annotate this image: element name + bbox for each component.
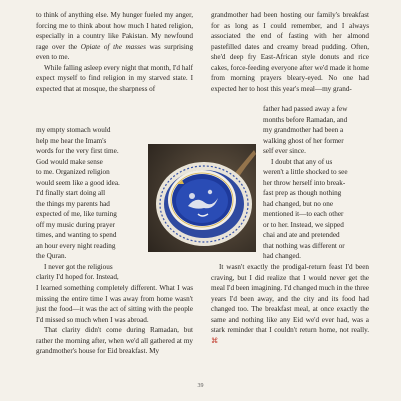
text-line: had changed. — [263, 252, 301, 260]
text-line: father had passed away a few — [263, 105, 348, 113]
text-line: was — [149, 42, 161, 51]
right-column-bottom — [211, 262, 369, 346]
text-line: anger, forcing me to think about how much I hated — [36, 11, 193, 30]
text-line: chai and ate and pretended — [263, 231, 340, 239]
text-line: my grandmother had been a — [263, 126, 344, 134]
text-line: mentioned it—to each other — [263, 210, 344, 218]
text-line: clarity I'd hoped for. Instead, — [36, 273, 119, 281]
text-line: self ever since. — [263, 147, 306, 155]
text-line: to me. Organized religion — [36, 168, 110, 176]
text-line: weren't a little shocked to see — [263, 168, 348, 176]
text-line: that nothing was different or — [263, 241, 345, 250]
left-paragraph-4: That clarity didn't come during Ramadan, but rather the morning after, when we'd all gathered at my grandmother's house for Eid breakfast. My — [36, 326, 193, 355]
text-line: fast prep as though nothing — [263, 189, 342, 197]
text-line: times, and wanting to spend — [36, 231, 117, 239]
right-paragraph-3 — [211, 262, 369, 346]
text-line: I never got the religious — [44, 262, 113, 271]
text-line: walking ghost of her former — [263, 136, 344, 145]
left-paragraph-3: I learned something completely different. What I was missing the entire time I was away from home wasn't just the food—it was the act of sitting with the people I'd missed so much when I was abroad. — [36, 284, 193, 324]
left-paragraph-2: While falling asleep every night that month, I'd half expect myself to find religion in my starved state. I expected that at mosque, the sharpness of — [36, 63, 193, 93]
text-line: to think of anything else. My hunger fueled my — [36, 11, 174, 19]
left-paragraph-1 — [36, 10, 193, 63]
left-column-wrap — [36, 125, 142, 283]
text-line: help me hear the Imam's — [36, 136, 107, 145]
text-line: God would make sense — [36, 157, 103, 166]
text-line: expected of me, like turning — [36, 210, 117, 218]
text-line: I'd finally start doing all — [36, 189, 106, 197]
text-line: my empty stomach would — [36, 126, 111, 134]
text-line: I doubt that any of us — [271, 157, 333, 166]
text-line: the things my parents had — [36, 199, 110, 208]
text-line: off my music during prayer — [36, 220, 115, 229]
text-line: words for the very first time. — [36, 147, 119, 155]
photo-chai-cup — [148, 144, 256, 252]
chai-cup-illustration — [148, 144, 256, 252]
text-line: months before Ramadan, and — [263, 115, 348, 124]
right-paragraph-1: grandmother had been hosting our family's breakfast for as long as I could remember, and I always associated the end of fasting with her almond pastefilled dates and creamy bread pudding. Often, she'd deep fry East-African style donuts and rice cakes, force-feeding everyone after we'd made it home from morning prayers bleary-eyed. No one had expected her to host this year's meal—my grand- — [211, 11, 369, 93]
text-line: or to her. Instead, we sipped — [263, 220, 344, 229]
right-column-wrap — [263, 104, 369, 262]
text-line: It wasn't exactly the prodigal-return feast I'd been craving, but I did realize that I would never get the meal I'd been imagining. I'd changed much in the three years I'd been away, and the city and its food had changed too. The breakfast meal, at once exactly the same and nothing like any Eid we'd ever had, was a stark reminder that I couldn't return home, not really. — [211, 263, 369, 334]
text-line: the Quran. — [36, 252, 67, 260]
left-column-bottom — [36, 283, 193, 357]
text-line: religion, especially in a country like Pakistan. My — [36, 21, 193, 40]
text-line: an hour every night reading — [36, 241, 116, 250]
text-line: would seem like a good idea. — [36, 178, 120, 187]
page-number: 39 — [197, 383, 204, 389]
text-line: had changed, but no one — [263, 199, 334, 208]
book-title: Opiate of the masses — [80, 42, 146, 51]
end-of-article-mark: ⌘ — [211, 336, 219, 345]
left-column-top — [36, 10, 193, 94]
right-column-top — [211, 10, 369, 94]
text-line: her throw herself into break- — [263, 178, 346, 187]
text-line: newfound rage over the — [36, 32, 193, 51]
text-line: surprising even to me. — [36, 42, 194, 61]
